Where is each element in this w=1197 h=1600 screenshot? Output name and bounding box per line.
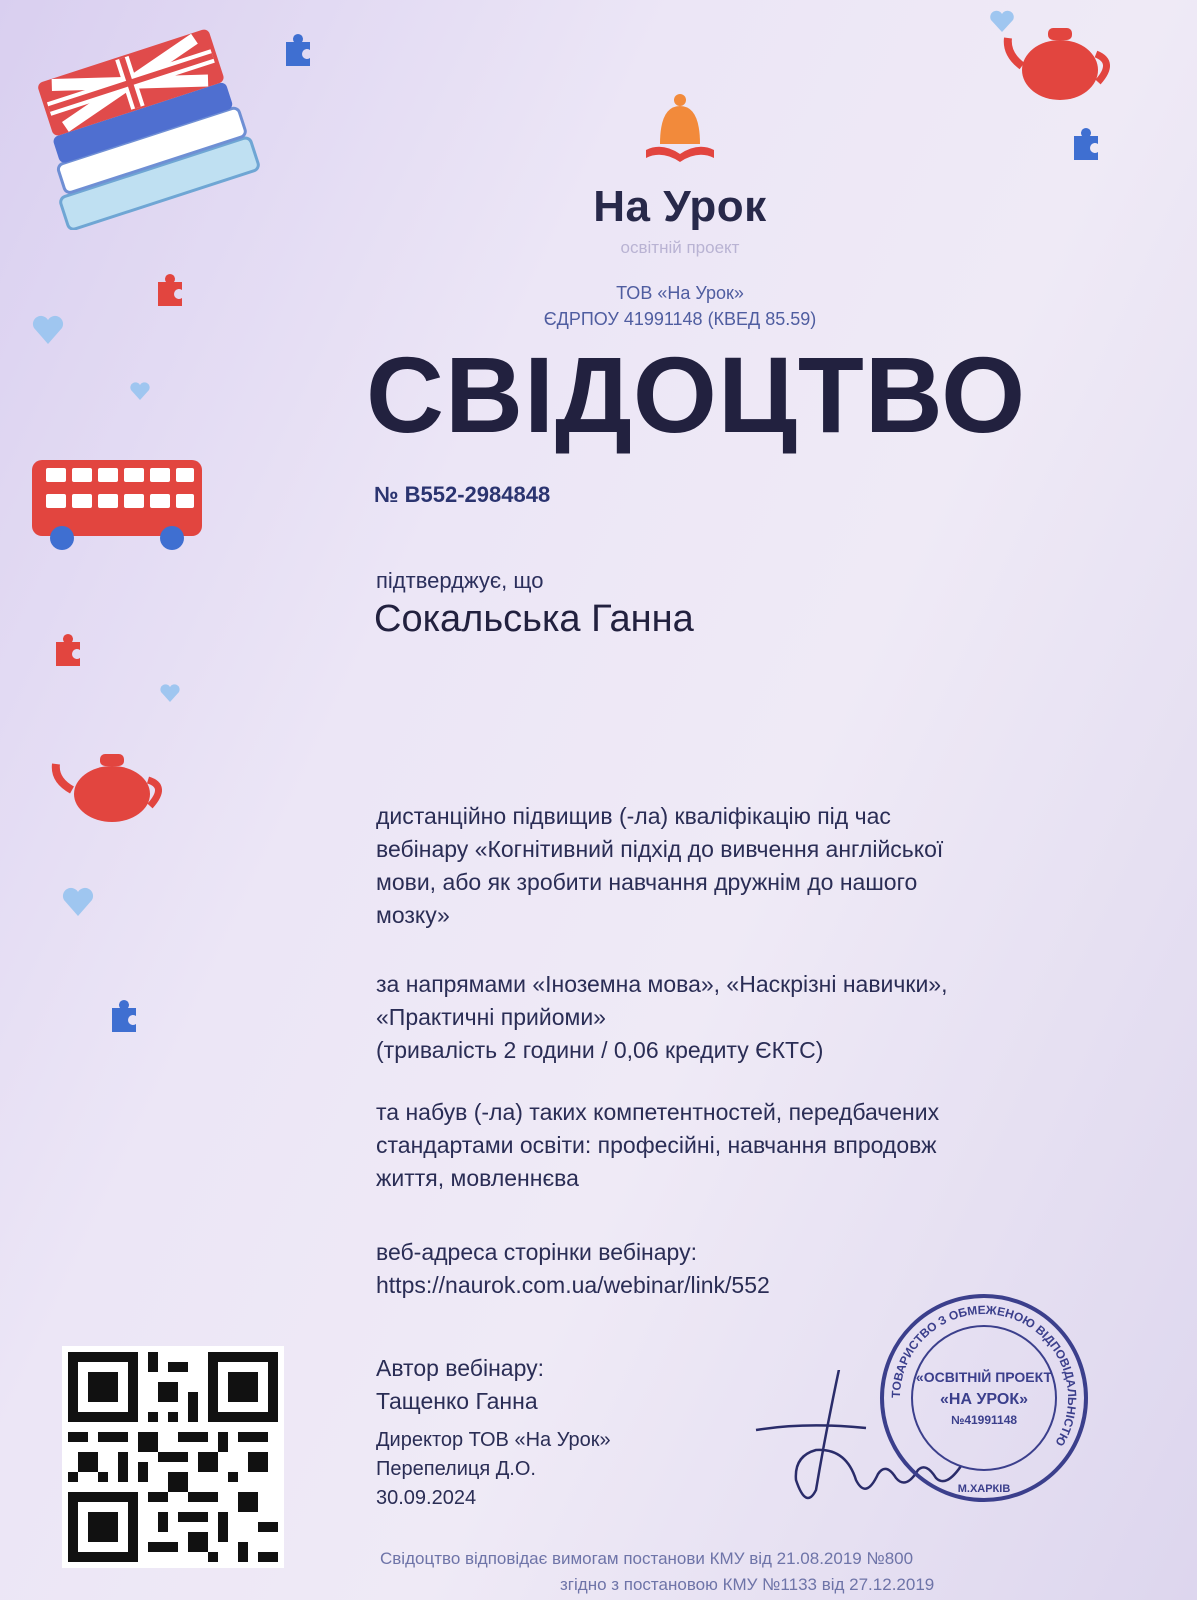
author-label: Автор вебінару: <box>376 1355 544 1381</box>
recipient-name: Сокальська Ганна <box>374 598 694 640</box>
text-line: стандартами освіти: професійні, навчання впродовж <box>376 1132 937 1158</box>
stamp-line1: «ОСВІТНІЙ ПРОЕКТ <box>915 1369 1053 1385</box>
bell-book-logo-icon <box>640 92 720 172</box>
qr-code <box>62 1346 284 1568</box>
heart-icon <box>60 884 96 918</box>
directions-paragraph <box>376 968 1056 1067</box>
legal-footer <box>380 1546 1080 1598</box>
brand-name: На Урок <box>593 182 767 231</box>
puzzle-icon <box>1066 124 1106 164</box>
stamp-city: М.ХАРКІВ <box>957 1483 1011 1495</box>
puzzle-icon <box>104 996 144 1036</box>
text-line: дистанційно підвищив (-ла) кваліфікацію під час <box>376 803 891 829</box>
stamp-line2: «НА УРОК» <box>940 1391 1028 1408</box>
text-line: та набув (-ла) таких компетентностей, передбачених <box>376 1099 940 1125</box>
text-line: веб-адреса сторінки вебінару: <box>376 1239 697 1265</box>
heart-icon <box>158 682 182 704</box>
puzzle-icon <box>48 630 88 670</box>
organization-code: ЄДРПОУ 41991148 (КВЕД 85.59) <box>543 309 817 329</box>
organization-stamp <box>878 1292 1090 1504</box>
certificate-number: № B552-2984848 <box>374 482 551 507</box>
brand-tagline: освітній проект <box>620 238 740 257</box>
text-line: вебінару «Когнітивний підхід до вивчення англійської <box>376 836 944 862</box>
teapot-illustration-top <box>1000 10 1120 110</box>
stamp-outer-text: ТОВАРИСТВО З ОБМЕЖЕНОЮ ВІДПОВІДАЛЬНІСТЮ <box>888 1302 1080 1449</box>
puzzle-icon <box>278 30 318 70</box>
teapot-illustration <box>50 740 170 830</box>
stamp-code: №41991148 <box>950 1413 1018 1427</box>
heart-icon <box>988 8 1016 34</box>
organization-name: ТОВ «На Урок» <box>616 283 744 303</box>
bus-illustration <box>22 450 212 560</box>
heart-icon <box>30 312 66 346</box>
director-block <box>376 1426 611 1513</box>
text-line: життя, мовленнєва <box>376 1165 579 1191</box>
puzzle-icon <box>150 270 190 310</box>
text-line: (тривалість 2 години / 0,06 кредиту ЄКТС) <box>376 1037 824 1063</box>
director-title: Директор ТОВ «На Урок» <box>376 1429 611 1451</box>
webinar-author <box>376 1352 544 1418</box>
qualification-paragraph <box>376 800 1056 932</box>
author-name: Тащенко Ганна <box>376 1388 538 1414</box>
competencies-paragraph <box>376 1096 1056 1195</box>
books-illustration <box>20 20 260 230</box>
footer-line: Свідоцтво відповідає вимогам постанови КМУ від 21.08.2019 №800 <box>380 1549 914 1568</box>
issue-date: 30.09.2024 <box>376 1487 477 1509</box>
certificate-title: СВІДОЦТВО <box>366 334 1027 455</box>
text-line: за напрямами «Іноземна мова», «Наскрізні навички», <box>376 971 948 997</box>
heart-icon <box>128 380 152 402</box>
footer-line: згідно з постановою КМУ №1133 від 27.12.2019 <box>560 1575 935 1594</box>
confirm-text: підтверджує, що <box>376 568 544 593</box>
webinar-url[interactable]: https://naurok.com.ua/webinar/link/552 <box>376 1272 770 1298</box>
director-name: Перепелиця Д.О. <box>376 1458 536 1480</box>
text-line: мови, або як зробити навчання дружнім до нашого <box>376 869 918 895</box>
text-line: мозку» <box>376 902 450 928</box>
text-line: «Практичні прийоми» <box>376 1004 606 1030</box>
organization-info <box>440 280 920 332</box>
